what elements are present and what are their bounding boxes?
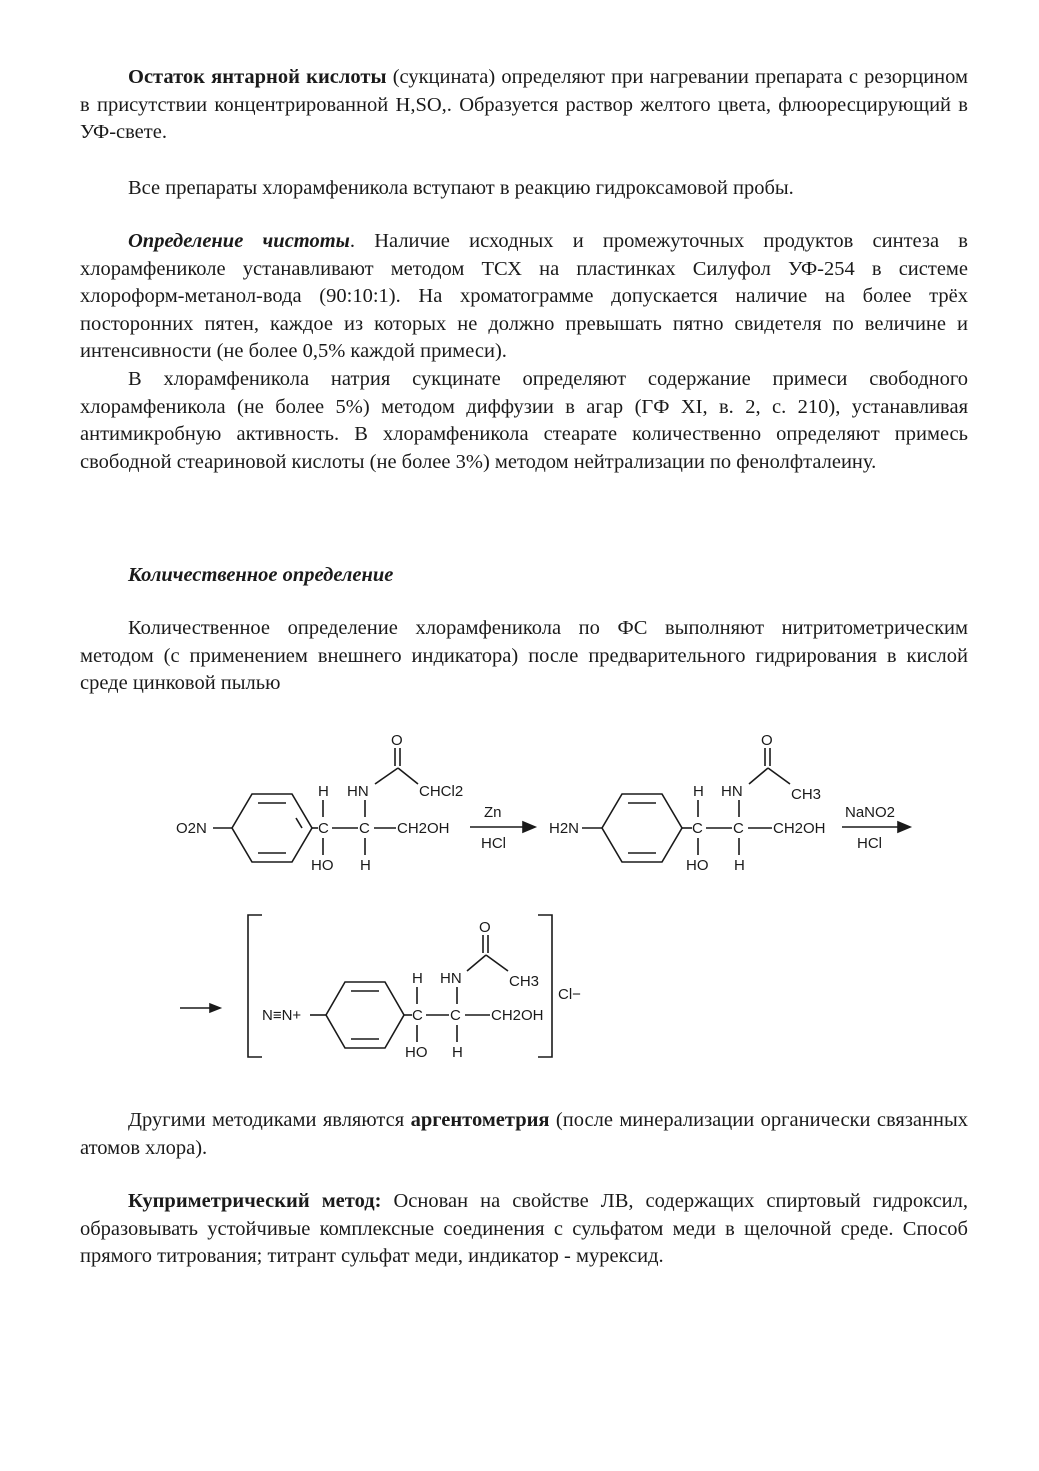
- molecule-diazonium: [262, 919, 544, 1061]
- paragraph-nitritometry: [80, 615, 968, 698]
- oxygen-3: O: [479, 919, 491, 936]
- h-bottom-2: H: [734, 857, 745, 874]
- paragraph-hydroxamic: [80, 175, 968, 203]
- argentometry-intro: Другими методиками являются: [128, 1109, 411, 1131]
- carbon-3a: C: [412, 1007, 423, 1024]
- purity-text: . Наличие исходных и промежуточных продуктов синтеза в хлорамфениколе устанавливают методом ТСХ на пластинках Силуфол УФ-254 в системе хлороформ-метанол-вода (90:10:1). На хроматограмме допускается наличие на более трёх посторонних пятен, каждое из которых не должно превышать пятно свидетеля по величине и интенсивности (не более 0,5% каждой примеси).: [80, 230, 968, 363]
- hn-3: HN: [440, 970, 462, 987]
- amino-group-label: H2N: [549, 820, 580, 837]
- cuprimetry-text: Основан на свойстве ЛВ, содержащих спиртовый гидроксил, образовывать устойчивые комплексные соединения с сульфатом меди в щелочной среде. Способ прямого титрования; титрант сульфат меди, индикатор - мурексид.: [80, 1190, 968, 1268]
- nitritometry-text: Количественное определение хлорамфеникола по ФС выполняют нитритометрическим методом (с применением внешнего индикатора) после предварительного гидрирования в кислой среде цинковой пылью: [80, 617, 968, 695]
- benzene-ring-2: [602, 794, 682, 862]
- paragraph-purity: [80, 228, 968, 476]
- argentometry-text: (после минерализации органически связанных атомов хлора).: [80, 1109, 968, 1159]
- oxygen-1: O: [391, 732, 403, 749]
- ch2oh-2: CH2OH: [773, 820, 826, 837]
- h-top-2a: H: [693, 783, 704, 800]
- succinate-text: (сукцината) определяют при нагревании препарата с резорцином в присутствии концентрированной H,SO,. Образуется раствор желтого цвета, флюоресцирующий в УФ-свете.: [80, 66, 968, 144]
- chcl2-group: CHCl2: [419, 783, 464, 800]
- ch2oh-1: CH2OH: [397, 820, 450, 837]
- argentometry-term: аргентометрия: [410, 1109, 550, 1131]
- oxygen-2: O: [761, 732, 773, 749]
- carbon-1a: C: [318, 820, 329, 837]
- molecule-amino: [549, 732, 826, 874]
- arrow2-reagent-bottom: HCl: [857, 835, 882, 852]
- arrow-nano2-hcl: [842, 804, 910, 852]
- nitro-group-label: O2N: [176, 820, 207, 837]
- hn-1: HN: [347, 783, 369, 800]
- diazonium-group-label: N≡N+: [262, 1007, 302, 1024]
- arrow1-reagent-top: Zn: [484, 804, 502, 821]
- arrow2-reagent-top: NaNO2: [845, 804, 896, 821]
- ch3-group-3: CH3: [509, 973, 540, 990]
- carbon-1b: C: [359, 820, 370, 837]
- benzene-ring-1: [232, 794, 312, 862]
- carbon-2a: C: [692, 820, 703, 837]
- reaction-scheme: [0, 720, 1039, 1100]
- right-bracket: [538, 915, 552, 1057]
- benzene-ring-3: [326, 982, 404, 1048]
- arrow-continuation: [180, 1004, 220, 1012]
- carbon-3b: C: [450, 1007, 461, 1024]
- arrow-zn-hcl: [470, 804, 535, 852]
- arrow1-reagent-bottom: HCl: [481, 835, 506, 852]
- ch3-group-2: CH3: [791, 786, 822, 803]
- left-bracket: [248, 915, 262, 1057]
- molecule-nitro: [176, 732, 463, 874]
- h-top-1a: H: [318, 783, 329, 800]
- quant-heading-block: [80, 562, 968, 590]
- carbon-2b: C: [733, 820, 744, 837]
- purity-heading: Определение чистоты: [128, 230, 350, 252]
- cuprimetry-heading: Куприметрический метод:: [128, 1190, 382, 1212]
- succinate-heading: Остаток янтарной кислоты: [128, 66, 387, 88]
- quant-heading: Количественное определение: [128, 564, 394, 586]
- paragraph-succinate: [80, 64, 968, 147]
- h-bottom-3: H: [452, 1044, 463, 1061]
- ho-2: HO: [686, 857, 709, 874]
- paragraph-cuprimetry: [80, 1188, 968, 1271]
- ho-1: HO: [311, 857, 334, 874]
- paragraph-argentometry: [80, 1107, 968, 1162]
- h-bottom-1: H: [360, 857, 371, 874]
- ho-3: HO: [405, 1044, 428, 1061]
- hydroxamic-text: Все препараты хлорамфеникола вступают в реакцию гидроксамовой пробы.: [128, 177, 794, 199]
- ch2oh-3: CH2OH: [491, 1007, 544, 1024]
- succinate-sodium-text: В хлорамфеникола натрия сукцинате определяют содержание примеси свободного хлорамфеникола (не более 5%) методом диффузии в агар (ГФ XI, в. 2, с. 210), устанавливая антимикробную активность. В хлорамфеникола стеарате количественно определяют примесь свободной стеариновой кислоты (не более 3%) методом нейтрализации по фенолфталеину.: [80, 367, 968, 473]
- chloride-counter-ion: Cl−: [558, 986, 581, 1003]
- h-top-3a: H: [412, 970, 423, 987]
- hn-2: HN: [721, 783, 743, 800]
